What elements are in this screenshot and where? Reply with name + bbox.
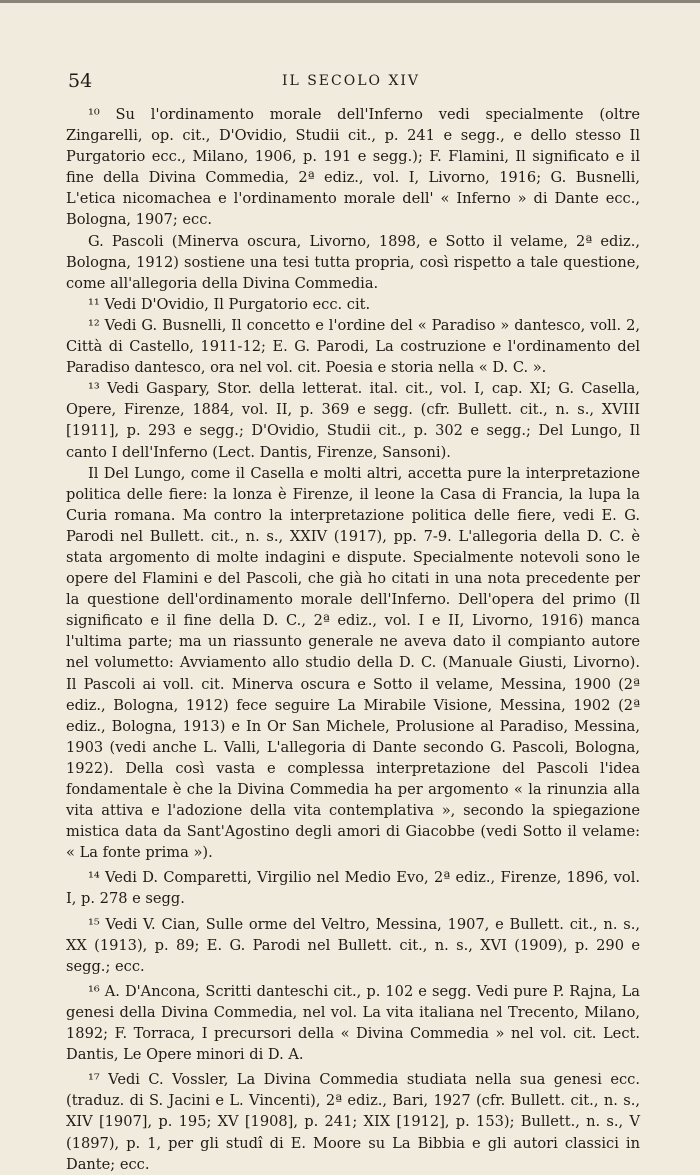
running-title: IL SECOLO XIV: [281, 73, 421, 89]
note-15: ¹⁵ Vedi V. Cian, Sulle orme del Veltro, Messina, 1907, e Bullett. cit., n. s., XX (1913), p. 89; E. G. Parodi nel Bullett. cit., n. s., XVI (1909), p. 290 e segg.; ecc.: [66, 915, 640, 975]
note-16: ¹⁶ A. D'Ancona, Scritti danteschi cit., p. 102 e segg. Vedi pure P. Rajna, La genesi della Divina Commedia, nel vol. La vita italiana nel Trecento, Milano, 1892; F. Torraca, I precursori della « Divina Commedia » nel vol. cit. Lect. Dantis, Le Opere minori di D. A.: [66, 982, 640, 1064]
footnotes-body: [66, 104, 640, 1175]
note-13-continued: Il Del Lungo, come il Casella e molti altri, accetta pure la interpretazione politica delle fiere: la lonza è Firenze, il leone la Casa di Francia, la lupa la Curia romana. Ma contro la interpretazione politica delle fiere, vedi E. G. Parodi nel Bullett. cit., n. s., XXIV (1917), pp. 7-9. L'allegoria della D. C. è stata argomento di molte indagini e dispute. Specialmente notevoli sono le opere del Flamini e del Pascoli, che già ho citati in una nota precedente per la questione dell'ordinamento morale dell'Inferno. Dell'opera del primo (Il significato e il fine della D. C., 2ª ediz., vol. I e II, Livorno, 1916) manca l'ultima parte; ma un riassunto generale ne aveva dato il compianto autore nel volumetto: Avviamento allo studio della D. C. (Manuale Giusti, Livorno). Il Pascoli ai voll. cit. Minerva oscura e Sotto il velame, Messina, 1900 (2ª ediz., Bologna, 1912) fece seguire La Mirabile Visione, Messina, 1902 (2ª ediz., Bologna, 1913) e In Or San Michele, Prolusione al Paradiso, Messina, 1903 (vedi anche L. Valli, L'allegoria di Dante secondo G. Pascoli, Bologna, 1922). Della così vasta e complessa interpretazione del Pascoli l'idea fondamentale è che la Divina Commedia ha per argomento « la rinunzia alla vita attiva e l'adozione della vita contemplativa », secondo la spiegazione mistica data da Sant'Agostino degli amori di Giacobbe (vedi Sotto il velame: « La fonte prima »).: [66, 464, 640, 862]
top-edge-line: [0, 0, 700, 3]
note-17: ¹⁷ Vedi C. Vossler, La Divina Commedia studiata nella sua genesi ecc. (traduz. di S. Jacini e L. Vincenti), 2ª ediz., Bari, 1927 (cfr. Bullett. cit., n. s., XIV [1907], p. 195; XV [1908], p. 241; XIX [1912], p. 153); Bullett., n. s., V (1897), p. 1, per gli studî di E. Moore su La Bibbia e gli autori classici in Dante; ecc.: [66, 1071, 640, 1173]
note-10: ¹⁰ Su l'ordinamento morale dell'Inferno vedi specialmente (oltre Zingarelli, op. cit., D'Ovidio, Studii cit., p. 241 e segg., e dello stesso Il Purgatorio ecc., Milano, 1906, p. 191 e segg.); F. Flamini, Il significato e il fine della Divina Commedia, 2ª ediz., vol. I, Livorno, 1916; G. Busnelli, L'etica nicomachea e l'ordinamento morale dell' « Inferno » di Dante ecc., Bologna, 1907; ecc.: [66, 106, 640, 229]
note-13: ¹³ Vedi Gaspary, Stor. della letterat. ital. cit., vol. I, cap. XI; G. Casella, Opere, Firenze, 1884, vol. II, p. 369 e segg. (cfr. Bullett. cit., n. s., XVIII [1911], p. 293 e segg.; D'Ovidio, Studii cit., p. 302 e segg.; Del Lungo, Il canto I dell'Inferno (Lect. Dantis, Firenze, Sansoni).: [66, 380, 640, 461]
note-14: ¹⁴ Vedi D. Comparetti, Virgilio nel Medio Evo, 2ª ediz., Firenze, 1896, vol. I, p. 278 e segg.: [66, 869, 640, 908]
note-11: ¹¹ Vedi D'Ovidio, Il Purgatorio ecc. cit.: [88, 295, 371, 313]
note-10-continued: G. Pascoli (Minerva oscura, Livorno, 1898, e Sotto il velame, 2ª ediz., Bologna, 1912) sostiene una tesi tutta propria, così rispetto a tale questione, come all'allegoria della Divina Commedia.: [66, 232, 640, 292]
page-header: [62, 70, 640, 98]
page-number: 54: [68, 70, 93, 92]
note-12: ¹² Vedi G. Busnelli, Il concetto e l'ordine del « Paradiso » dantesco, voll. 2, Città di Castello, 1911-12; E. G. Parodi, La costruzione e l'ordinamento del Paradiso dantesco, ora nel vol. cit. Poesia e storia nella « D. C. ».: [66, 316, 640, 377]
